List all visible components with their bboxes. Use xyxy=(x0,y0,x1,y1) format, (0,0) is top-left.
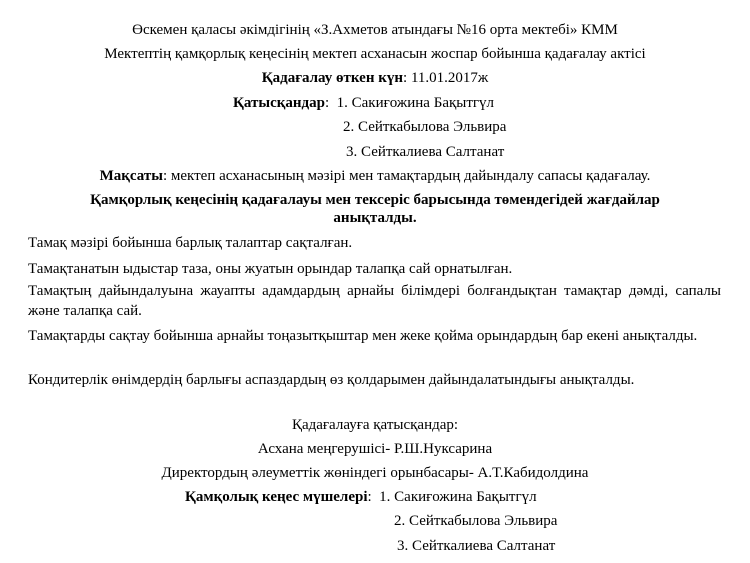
finding-2: Тамақтанатын ыдыстар таза, оны жуатын орындар талапқа сай орнатылған. xyxy=(28,261,513,277)
purpose-label: Мақсаты xyxy=(99,168,163,184)
council-member-1: 1. Сакиғожина Бақытгүл xyxy=(379,489,537,505)
finding-3: Тамақтың дайындалуына жауапты адамдардың арнайы білімдері болғандықтан тамақтар дәмді, сапалы және талапқа сай. xyxy=(28,283,721,319)
act-title: Мектептің қамқорлық кеңесінің мектеп асханасын жоспар бойынша қадағалау актісі xyxy=(104,46,646,62)
participant-2: 2. Сейткабылова Эльвира xyxy=(343,119,507,135)
finding-5: Кондитерлік өнімдердің барлығы аспаздардың өз қолдарымен дайындалатындығы анықталды. xyxy=(28,372,635,388)
org-name: Өскемен қаласы әкімдігінің «З.Ахметов атындағы №16 орта мектебі» КММ xyxy=(132,22,618,38)
canteen-head: Асхана меңгерушісі- Р.Ш.Нуксарина xyxy=(257,441,493,457)
council-member-3: 3. Сейткалиева Салтанат xyxy=(397,538,556,554)
deputy-director: Директордың әлеуметтік жөніндегі орынбасары- А.Т.Кабидолдина xyxy=(161,465,589,481)
finding-1: Тамақ мәзірі бойынша барлық талаптар сақталған. xyxy=(28,235,353,251)
participants-label: Қатысқандар xyxy=(233,95,325,111)
findings-heading-line2: анықталды. xyxy=(333,210,417,226)
signatories-title: Қадағалауға қатысқандар: xyxy=(291,417,459,433)
date-line xyxy=(0,69,750,87)
council-members-line xyxy=(185,488,537,506)
date-value: : 11.01.2017ж xyxy=(403,70,489,86)
purpose-line xyxy=(0,167,750,185)
date-label: Қадағалау өткен күн xyxy=(261,70,404,86)
participant-3: 3. Сейткалиева Салтанат xyxy=(346,144,505,160)
participants-sep: : xyxy=(324,95,330,111)
participants-line xyxy=(233,94,494,112)
findings-heading-line1: Қамқорлық кеңесінің қадағалауы мен тексеріс барысында төмендегідей жағдайлар xyxy=(90,192,660,208)
finding-4: Тамақтарды сақтау бойынша арнайы тоңазытқыштар мен жеке қойма орындардың бар екені анықталды. xyxy=(28,328,698,344)
council-sep: : xyxy=(367,489,372,505)
council-label: Қамқолық кеңес мүшелері xyxy=(185,489,368,505)
participant-1: 1. Сакиғожина Бақытгүл xyxy=(336,95,495,111)
council-member-2: 2. Сейткабылова Эльвира xyxy=(394,513,558,529)
purpose-text: : мектеп асханасының мәзірі мен тамақтардың дайындалу сапасы қадағалау. xyxy=(162,168,651,184)
